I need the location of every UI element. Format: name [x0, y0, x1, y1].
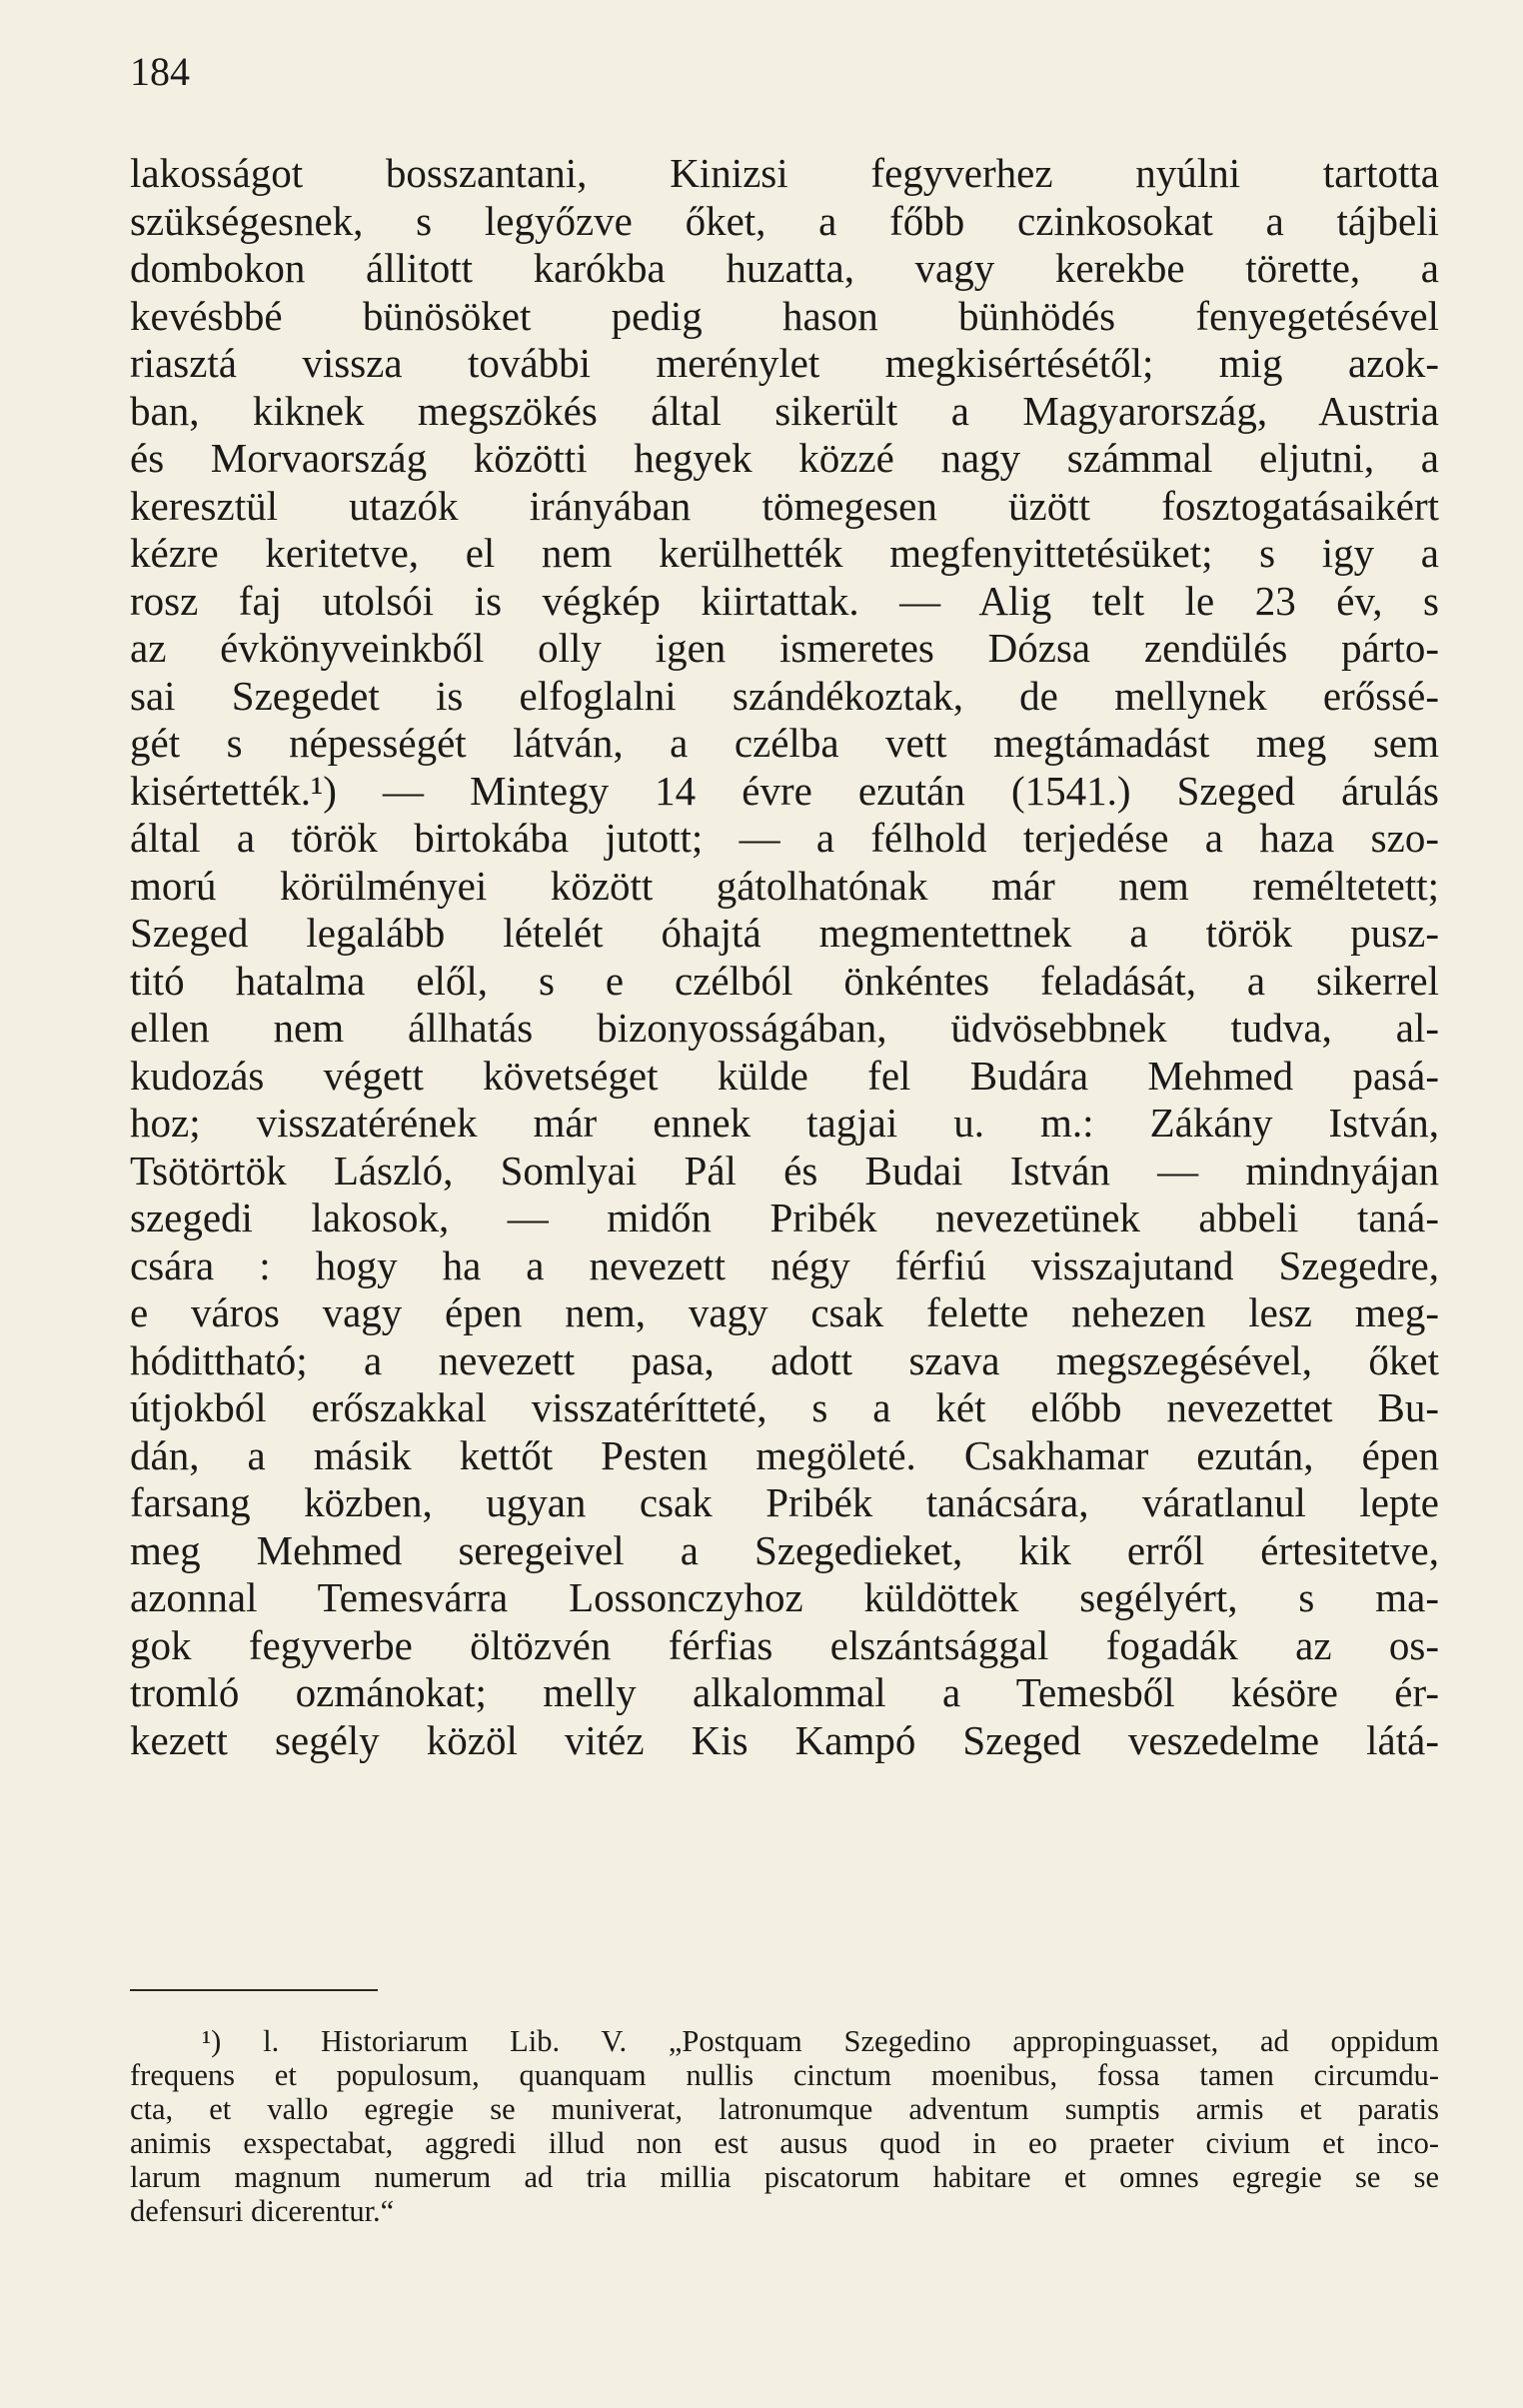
footnote-line: larum magnum numerum ad tria millia piscatorum habitare et omnes egregie se se — [130, 2160, 1439, 2194]
text-line: útjokból erőszakkal visszatérítteté, s a két előbb nevezettet Bu- — [130, 1384, 1439, 1430]
text-line: titó hatalma elől, s e czélból önkéntes feladását, a sikerrel — [130, 957, 1439, 1004]
text-line: kudozás végett követséget külde fel Budára Mehmed pasá- — [130, 1052, 1439, 1099]
footnote — [130, 2024, 1439, 2228]
text-line: azonnal Temesvárra Lossonczyhoz küldöttek segélyért, s ma- — [130, 1574, 1439, 1620]
text-line: ellen nem állhatás bizonyosságában, üdvösebbnek tudva, al- — [130, 1005, 1439, 1051]
text-line: hoz; visszatérének már ennek tagjai u. m.: Zákány István, — [130, 1100, 1439, 1146]
text-line: csára : hogy ha a nevezett négy férfiú visszajutand Szegedre, — [130, 1241, 1439, 1288]
footnote-line: cta, et vallo egregie se muniverat, latronumque adventum sumptis armis et paratis — [130, 2092, 1439, 2126]
footnote-marker: ¹) — [202, 2024, 222, 2058]
text-line: kevésbbé bünösöket pedig hason bünhödés fenyegetésével — [130, 292, 1439, 339]
text-line: Szeged legalább lételét óhajtá megmentettnek a török pusz- — [130, 910, 1439, 956]
text-line: dán, a másik kettőt Pesten megöleté. Csakhamar ezután, épen — [130, 1431, 1439, 1478]
footnote-line: frequens et populosum, quanquam nullis cinctum moenibus, fossa tamen circumdu- — [130, 2058, 1439, 2092]
text-line: rosz faj utolsói is végkép kiirtattak. — Alig telt le 23 év, s — [130, 577, 1439, 624]
text-line: Tsötörtök László, Somlyai Pál és Budai István — mindnyájan — [130, 1147, 1439, 1194]
text-line: sai Szegedet is elfoglalni szándékoztak, de mellynek erőssé- — [130, 672, 1439, 719]
text-line: szegedi lakosok, — midőn Pribék nevezetünek abbeli taná- — [130, 1195, 1439, 1240]
text-line: gét s népességét látván, a czélba vett megtámadást meg sem — [130, 720, 1439, 766]
text-line: keresztül utazók irányában tömegesen üzött fosztogatásaikért — [130, 482, 1439, 529]
text-line: riasztá vissza további merénylet megkisértésétől; mig azok- — [130, 340, 1439, 386]
text-line: tromló ozmánokat; melly alkalommal a Temesből késöre ér- — [130, 1669, 1439, 1715]
text-line: meg Mehmed seregeivel a Szegedieket, kik erről értesitetve, — [130, 1526, 1439, 1573]
footnote-line: animis exspectabat, aggredi illud non est ausus quod in eo praeter civium et inco- — [130, 2126, 1439, 2160]
text-line: lakosságot bosszantani, Kinizsi fegyverhez nyúlni tartotta — [130, 150, 1439, 196]
text-line: dombokon állitott karókba huzatta, vagy kerekbe törette, a — [130, 245, 1439, 291]
footnote-line — [130, 2024, 1439, 2058]
text-line: kezett segély közöl vitéz Kis Kampó Szeged veszedelme látá- — [130, 1716, 1439, 1763]
footnote-rule — [130, 1989, 378, 1991]
text-line: farsang közben, ugyan csak Pribék tanácsára, váratlanul lepte — [130, 1479, 1439, 1525]
text-line: kézre keritetve, el nem kerülhették megfenyittetésüket; s igy a — [130, 530, 1439, 576]
text-line: és Morvaország közötti hegyek közzé nagy számmal eljutni, a — [130, 435, 1439, 481]
footnote-line: defensuri dicerentur.“ — [130, 2194, 395, 2228]
text-line: gok fegyverbe öltözvén férfias elszántsággal fogadák az os- — [130, 1621, 1439, 1668]
text-line: hódittható; a nevezett pasa, adott szava megszegésével, őket — [130, 1336, 1439, 1383]
text-line: e város vagy épen nem, vagy csak felette nehezen lesz meg- — [130, 1289, 1439, 1335]
text-line: az évkönyveinkből olly igen ismeretes Dózsa zendülés párto- — [130, 625, 1439, 671]
text-line: ban, kiknek megszökés által sikerült a Magyarország, Austria — [130, 387, 1439, 434]
text-line: morú körülményei között gátolhatónak már nem reméltetett; — [130, 862, 1439, 909]
page-number: 184 — [130, 49, 190, 94]
text-line: kisértették.¹) — Mintegy 14 évre ezután (1541.) Szeged árulás — [130, 767, 1439, 814]
text-line: által a török birtokába jutott; — a félhold terjedése a haza szo- — [130, 815, 1439, 861]
footnote-line-text: l. Historiarum Lib. V. „Postquam Szegedino appropinguasset, ad oppidum — [263, 2024, 1439, 2058]
body-text — [130, 150, 1439, 1764]
text-line: szükségesnek, s legyőzve őket, a főbb czinkosokat a tájbeli — [130, 197, 1439, 244]
